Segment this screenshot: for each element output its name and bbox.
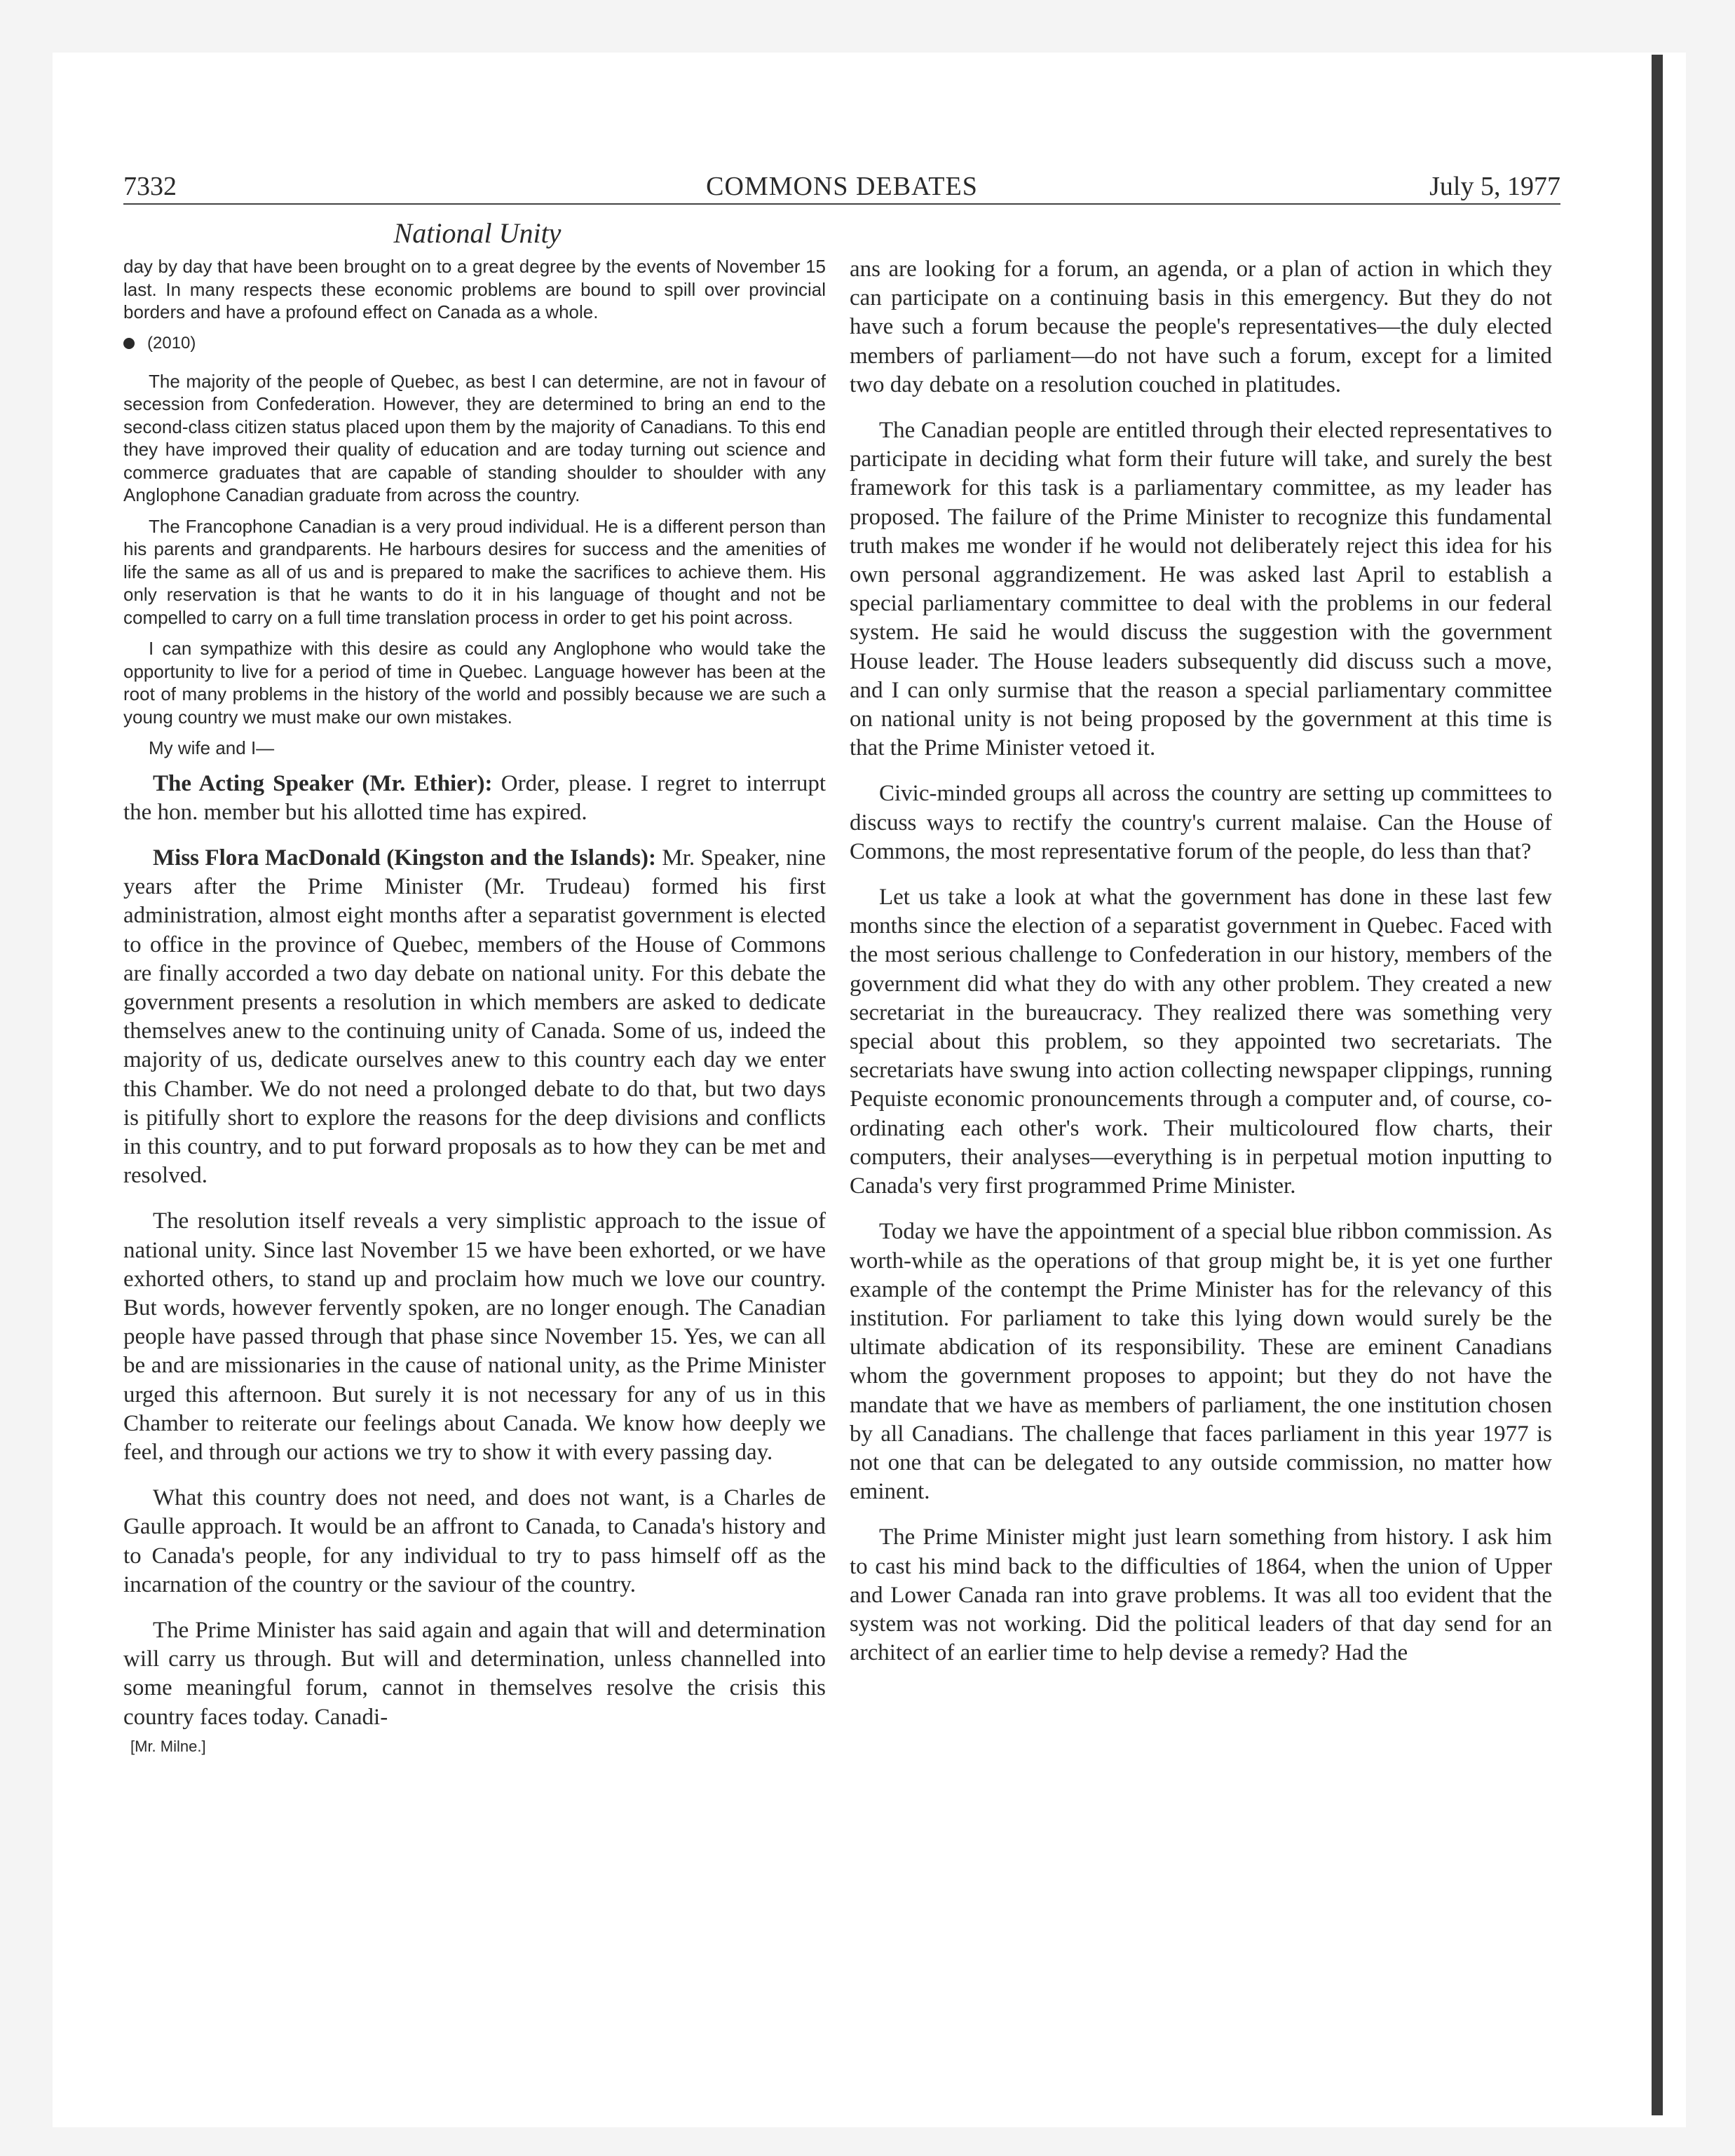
paragraph: The Francophone Canadian is a very proud individual. He is a different person than his parents and grandparents. He harbours desires for success and the amenities of life the same as all of us and is prepared to make the sacrifices to achieve them. His only reservation is that he wants to do it in his language of thought and not be compelled to carry on a full time translation process in order to get his point across. [123,515,826,628]
speech-text: Order, please. I regret to interrupt the hon. member but his allotted time has expired. [123,770,826,825]
speaker-name: Miss Flora MacDonald (Kingston and the Islands): [153,845,656,871]
paragraph: The Canadian people are entitled through their elected representatives to participate in deciding what form their future will take, and surely the best framework for this task is a parliamentary committee, as my leader has proposed. The failure of the Prime Minister to recognize this fundamental truth makes me wonder if he would not deliberately reject this idea for his own personal aggrandizement. He was asked last April to establish a special parliamentary committee to deal with the problems in our federal system. He said he would discuss the suggestion with the government House leader. The House leaders subsequently did discuss such a move, and I can only surmise that the reason a special parliamentary committee on national unity is not being proposed by the government at this time is that the Prime Minister vetoed it. [850,418,1552,761]
paragraph: The resolution itself reveals a very simplistic approach to the issue of national unity. Since last November 15 we have been exhorted, or we have exhorted others, to stand up and proclaim how much we love our country. But words, however fervently spoken, are no longer enough. The Canadian people have passed through that phase since November 15. Yes, we can all be and are missionaries in the cause of national unity, as the Prime Minister urged this afternoon. But surely it is not necessary for any of us in this Chamber to reiterate our feelings about Canada. We know how deeply we feel, and through our actions we try to show it with every passing day. [123,1208,826,1465]
issue-date: July 5, 1977 [1429,172,1560,201]
scan-edge-shadow [1652,55,1663,2115]
paragraph: Today we have the appointment of a special blue ribbon commission. As worth-while as the operations of that group might be, it is yet one further example of the contempt the Prime Minister has for the relevancy of this institution. For parliament to take this lying down would surely be the ultimate abdication of its responsibility. These are eminent Canadians whom the government proposes to appoint; but they do not have the mandate that we have as members of parliament, the one institution chosen by all Canadians. The challenge that faces parliament in this year 1977 is not one that can be delegated to any outside commission, no matter how eminent. [850,1219,1552,1505]
paragraph: day by day that have been brought on to a great degree by the events of November 15 last. In many respects these economic problems are bound to spill over provincial borders and have a profound effect on Canada as a whole. [123,256,826,322]
section-title: National Unity [393,217,562,249]
journal-title: COMMONS DEBATES [706,172,978,201]
paragraph: The Prime Minister has said again and again that will and determination will carry us through. But will and determination, unless channelled into some meaningful forum, cannot in themselves resolve the crisis this country faces today. Canadi- [123,1617,826,1730]
left-column [123,255,826,1757]
paragraph: Civic-minded groups all across the country are setting up committees to discuss ways to rectify the country's current malaise. Can the House of Commons, the most representative forum of the people, do less than that? [850,781,1552,864]
page-number: 7332 [123,172,177,201]
header-rule [123,203,1560,205]
paragraph: Let us take a look at what the government has done in these last few months since the election of a separatist government in Quebec. Faced with the most serious challenge to Confederation in our history, members of the government did what they do with any other problem. They created a new secretariat in the bureaucracy. They realized there was something very special about this problem, so they appointed two secretariats. The secretariats have swung into action collecting newspaper clippings, running Pequiste economic pronouncements through a computer and, of course, co-ordinating each other's work. Their multicoloured flow charts, their computers, their analyses—everything is in perpetual motion inputting to Canada's very first programmed Prime Minister. [850,885,1552,1199]
running-header [123,167,1560,206]
paragraph: ans are looking for a forum, an agenda, or a plan of action in which they can participate on a continuing basis in this emergency. But they do not have such a forum because the people's representatives—the duly elected members of parliament—do not have such a forum, except for a limited two day debate on a resolution couched in platitudes. [850,257,1552,397]
paragraph: What this country does not need, and does not want, is a Charles de Gaulle approach. It would be an affront to Canada, to Canada's history and to Canada's people, for any individual to try to pass himself off as the incarnation of the country or the saviour of the country. [123,1485,826,1597]
speech-macdonald [123,844,826,1190]
paragraph: My wife and I— [149,737,275,758]
timestamp [123,332,826,355]
paragraph: I can sympathize with this desire as could any Anglophone who would take the opportunity to live for a period of time in Quebec. Language however has been at the root of many problems in the history of the world and possibly because we are such a young country we must make our own mistakes. [123,638,826,728]
speaker-name: The Acting Speaker (Mr. Ethier): [153,770,493,796]
right-column [850,255,1552,1684]
speech-text: Mr. Speaker, nine years after the Prime Minister (Mr. Trudeau) formed his first administration, almost eight months after a separatist government is elected to office in the province of Quebec, members of the House of Commons are finally accorded a two day debate on national unity. For this debate the government presents a resolution in which members are asked to dedicate themselves anew to the continuing unity of Canada. Some of us, indeed the majority of us, dedicate ourselves anew to this country each day we enter this Chamber. We do not need a prolonged debate to do that, but two days is pitifully short to explore the reasons for the deep divisions and conflicts in this country, and to put forward proposals as to how they can be met and resolved. [123,845,826,1189]
bullet-icon [123,338,135,349]
paragraph: The Prime Minister might just learn something from history. I ask him to cast his mind back to the difficulties of 1864, when the union of Upper and Lower Canada ran into grave problems. It was all too evident that the system was not working. Did the political leaders of that day send for an architect of an earlier time to help devise a remedy? Had the [850,1524,1552,1666]
timestamp-text: (2010) [147,333,196,353]
speech-acting-speaker [123,770,826,827]
paragraph: The majority of the people of Quebec, as best I can determine, are not in favour of secession from Confederation. However, they are determined to bring an end to the second-class citizen status placed upon them by the majority of Canadians. To this end they have improved their quality of education and are today turning out science and commerce graduates that are capable of standing shoulder to shoulder with any Anglophone Canadian graduate from across the country. [123,370,826,505]
speaker-attribution: [Mr. Milne.] [130,1737,206,1755]
